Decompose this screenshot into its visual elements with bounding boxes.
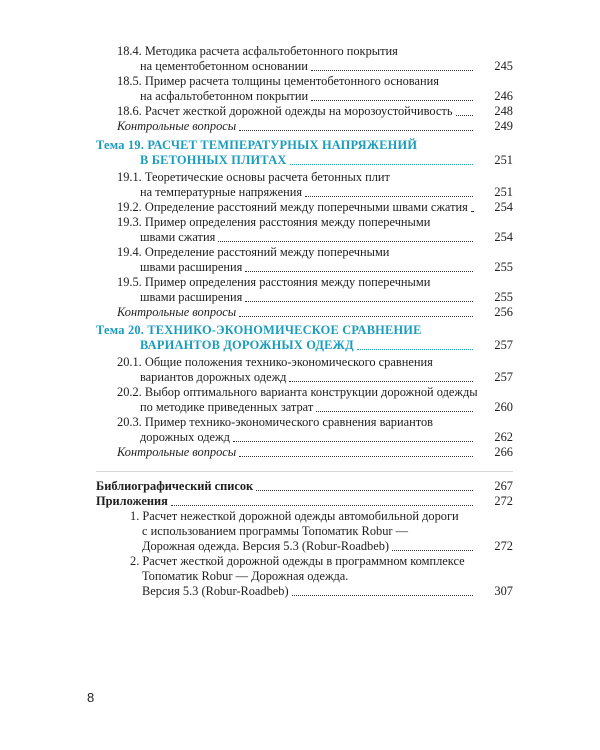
toc-entry-text: на температурные напряжения	[140, 185, 303, 199]
toc-entry-text: Топоматик Robur — Дорожная одежда.	[142, 569, 349, 583]
dot-leader	[392, 550, 473, 551]
toc-page-number: 255	[494, 290, 513, 304]
toc-entry	[117, 104, 475, 119]
toc-entry-text: 19.4. Определение расстояний между поперечными	[117, 245, 390, 259]
page-number: 8	[87, 690, 95, 705]
dot-leader	[233, 441, 473, 442]
toc-entry-text: на асфальтобетонном покрытии	[140, 89, 309, 103]
toc-page-number: 262	[494, 430, 513, 444]
section-divider	[96, 471, 513, 472]
toc-entry-appendix	[130, 554, 475, 569]
toc-entry-text: швами сжатия	[140, 230, 216, 244]
toc-entry	[140, 430, 475, 445]
toc-page-number: 251	[494, 185, 513, 199]
toc-page-number: 248	[494, 104, 513, 118]
toc-entry-text: Контрольные вопросы	[117, 445, 237, 459]
toc-entry-bibliography	[96, 479, 475, 494]
dot-leader	[311, 70, 473, 71]
toc-entry-control-questions	[117, 305, 475, 320]
toc-topic-heading	[96, 323, 475, 338]
toc-page-number: 249	[494, 119, 513, 133]
toc-topic-heading	[140, 338, 475, 353]
toc-entry-text: по методике приведенных затрат	[140, 400, 314, 414]
toc-entry-text: вариантов дорожных одежд	[140, 370, 287, 384]
toc-entry-text: 19.1. Теоретические основы расчета бетонных плит	[117, 170, 390, 184]
dot-leader	[218, 241, 473, 242]
dot-leader	[171, 505, 473, 506]
toc-page-number: 257	[494, 338, 513, 352]
dot-leader	[311, 100, 473, 101]
dot-leader	[292, 595, 473, 596]
toc-entry-text: швами расширения	[140, 260, 243, 274]
toc-page-number: 266	[494, 445, 513, 459]
toc-entry	[117, 355, 475, 370]
toc-entry-text: 20.1. Общие положения технико-экономического сравнения	[117, 355, 433, 369]
toc-entry	[117, 44, 475, 59]
toc-page-number: 272	[494, 539, 513, 553]
toc-entry-appendix	[142, 524, 475, 539]
toc-entry	[140, 230, 475, 245]
toc-entry-text: Библиографический список	[96, 479, 254, 493]
toc-topic-heading	[140, 153, 475, 168]
toc-entry-appendix	[130, 509, 475, 524]
toc-page-number: 256	[494, 305, 513, 319]
toc-entry-text: Контрольные вопросы	[117, 305, 237, 319]
toc-entry	[140, 400, 475, 415]
toc-entry-text: на цементобетонном основании	[140, 59, 308, 73]
toc-entry	[140, 59, 475, 74]
toc-topic-text: В БЕТОННЫХ ПЛИТАХ	[140, 153, 287, 167]
toc-topic-text: Тема 19. РАСЧЕТ ТЕМПЕРАТУРНЫХ НАПРЯЖЕНИЙ	[96, 138, 418, 152]
toc-entry-text: 2. Расчет жесткой дорожной одежды в программном комплексе	[130, 554, 465, 568]
dot-leader	[471, 211, 473, 212]
toc-entry-text: 19.2. Определение расстояний между поперечными швами сжатия	[117, 200, 468, 214]
toc-page-number: 267	[494, 479, 513, 493]
toc-entry	[140, 370, 475, 385]
toc-entry-text: 19.5. Пример определения расстояния между поперечными	[117, 275, 431, 289]
toc-topic-text: Тема 20. ТЕХНИКО-ЭКОНОМИЧЕСКОЕ СРАВНЕНИЕ	[96, 323, 422, 337]
toc-page-number: 251	[494, 153, 513, 167]
toc-entry-text: Дорожная одежда. Версия 5.3 (Robur-Roadbeb)	[142, 539, 390, 553]
toc-entry	[117, 74, 475, 89]
dot-leader	[239, 130, 473, 131]
toc-page-number: 260	[494, 400, 513, 414]
toc-entry	[140, 290, 475, 305]
toc-entry-appendix	[142, 539, 475, 554]
toc-entry-text: с использованием программы Топоматик Robur —	[142, 524, 409, 538]
toc-topic-heading	[96, 138, 475, 153]
dot-leader	[239, 316, 473, 317]
toc-entry-text: 18.4. Методика расчета асфальтобетонного покрытия	[117, 44, 398, 58]
toc-page-number: 245	[494, 59, 513, 73]
toc-page-number: 246	[494, 89, 513, 103]
toc-entry-text: 18.6. Расчет жесткой дорожной одежды на морозоустойчивость	[117, 104, 453, 118]
dot-leader	[357, 349, 473, 350]
toc-entry-text: швами расширения	[140, 290, 243, 304]
toc-entry-text: дорожных одежд	[140, 430, 230, 444]
dot-leader	[256, 490, 473, 491]
toc-entry	[140, 260, 475, 275]
toc-entry-text: 19.3. Пример определения расстояния между поперечными	[117, 215, 431, 229]
dot-leader	[245, 301, 473, 302]
dot-leader	[456, 115, 474, 116]
toc-entry-text: 1. Расчет нежесткой дорожной одежды автомобильной дороги	[130, 509, 459, 523]
toc-entry-appendix	[142, 569, 475, 584]
toc-entry	[117, 200, 475, 215]
toc-entry-appendix	[142, 584, 475, 599]
dot-leader	[239, 456, 473, 457]
toc-entry	[117, 245, 475, 260]
toc-entry	[117, 415, 475, 430]
toc-entry-text: Приложения	[96, 494, 168, 508]
toc-entry-text: 20.2. Выбор оптимального варианта конструкции дорожной одежды	[117, 385, 478, 399]
dot-leader	[316, 411, 473, 412]
toc-page-number: 307	[494, 584, 513, 598]
toc-entry	[117, 385, 478, 400]
toc-entry-text: 18.5. Пример расчета толщины цементобетонного основания	[117, 74, 439, 88]
toc-entry-control-questions	[117, 119, 475, 134]
toc-page-number: 254	[494, 230, 513, 244]
toc-entry	[117, 170, 475, 185]
toc-entry	[117, 275, 475, 290]
toc-entry-text: 20.3. Пример технико-экономического сравнения вариантов	[117, 415, 434, 429]
toc-page-number: 257	[494, 370, 513, 384]
toc-entry-control-questions	[117, 445, 475, 460]
dot-leader	[305, 196, 473, 197]
toc-entry-text: Версия 5.3 (Robur-Roadbeb)	[142, 584, 289, 598]
toc-page-number: 255	[494, 260, 513, 274]
toc-topic-text: ВАРИАНТОВ ДОРОЖНЫХ ОДЕЖД	[140, 338, 354, 352]
toc-page-number: 272	[494, 494, 513, 508]
dot-leader	[289, 381, 473, 382]
toc-entry	[117, 215, 475, 230]
toc-entry	[140, 89, 475, 104]
toc-page-number: 254	[494, 200, 513, 214]
toc-entry-text: Контрольные вопросы	[117, 119, 237, 133]
toc-entry	[140, 185, 475, 200]
dot-leader	[290, 164, 474, 165]
toc-entry-appendices	[96, 494, 475, 509]
dot-leader	[245, 271, 473, 272]
